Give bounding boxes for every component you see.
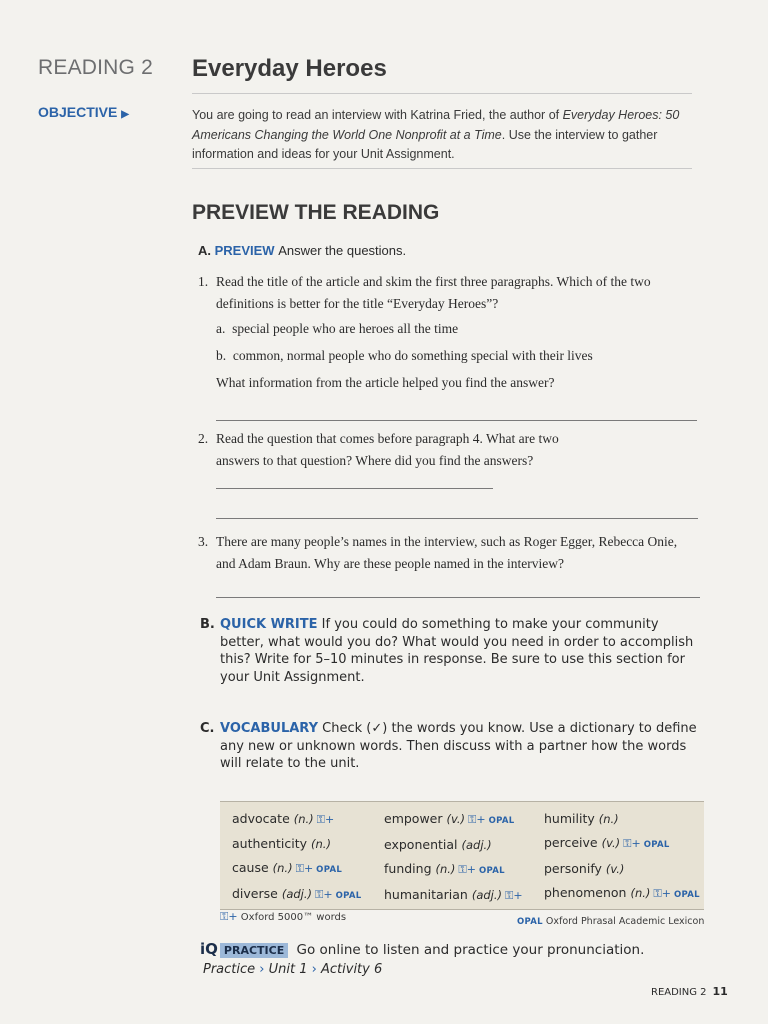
opal-label: OPAL — [643, 840, 670, 850]
vocabulary-word — [232, 807, 361, 832]
practice-badge: PRACTICE — [220, 943, 288, 958]
practice-path[interactable] — [203, 962, 382, 977]
vocabulary-word — [384, 807, 523, 833]
part-c-text: Check (✓) the words you know. Use a dictionary to define any new or unknown words. Then discuss with a partner how the words will relate to the unit. — [220, 721, 697, 771]
part-a-keyword: PREVIEW — [214, 243, 275, 258]
key-icon: ⚿+ — [623, 837, 641, 850]
chevron-right-icon: › — [259, 962, 265, 977]
objective-text — [192, 106, 697, 165]
answer-line-3[interactable] — [216, 597, 700, 598]
key-icon: ⚿+ — [653, 887, 671, 900]
vocabulary-box — [220, 801, 704, 910]
key-icon: ⚿+ — [316, 813, 335, 826]
question-2-number: 2. — [198, 431, 209, 446]
legend-opal-text: Oxford Phrasal Academic Lexicon — [545, 916, 705, 927]
legend-opal — [517, 916, 704, 927]
part-b-quick-write — [200, 616, 705, 686]
vocabulary-word-text: empower — [384, 811, 443, 826]
part-of-speech: (n.) — [598, 812, 619, 826]
objective-label-text: OBJECTIVE — [38, 104, 118, 120]
vocabulary-word-text: authenticity — [232, 836, 308, 851]
path-unit[interactable]: Unit 1 — [268, 962, 308, 977]
vocabulary-column-3 — [544, 807, 700, 907]
part-c-vocabulary — [200, 720, 705, 773]
vocabulary-word — [232, 882, 361, 908]
answer-line-1[interactable] — [216, 420, 697, 421]
title-divider — [192, 93, 692, 94]
part-of-speech: (v.) — [601, 836, 621, 850]
vocabulary-word-text: phenomenon — [544, 885, 627, 900]
legend-oxford-5000 — [220, 910, 346, 924]
question-2-text: Read the question that comes before paragraph 4. What are two answers to that question? Where did you find the answers? — [216, 431, 559, 468]
part-c-keyword: VOCABULARY — [220, 721, 319, 736]
key-icon: ⚿+ — [505, 889, 523, 902]
opal-label: OPAL — [517, 917, 543, 927]
path-activity[interactable]: Activity 6 — [321, 962, 383, 977]
part-a-text: Answer the questions. — [278, 243, 407, 258]
part-of-speech: (v.) — [605, 862, 625, 876]
page-title: Everyday Heroes — [192, 55, 387, 82]
opal-label: OPAL — [335, 891, 362, 901]
vocabulary-word-text: cause — [232, 860, 269, 875]
vocabulary-word-text: humility — [544, 811, 595, 826]
vocabulary-word — [384, 857, 523, 883]
vocabulary-column-1 — [232, 807, 361, 908]
option-b-letter: b. — [216, 348, 227, 363]
iq-logo: iQ — [200, 940, 218, 958]
vocabulary-word — [544, 807, 700, 831]
question-1 — [198, 271, 703, 315]
vocabulary-word — [232, 832, 361, 856]
part-of-speech: (adj.) — [461, 838, 492, 852]
opal-label: OPAL — [316, 865, 343, 875]
option-b-text: common, normal people who do something special with their lives — [232, 348, 593, 363]
answer-line-2a[interactable] — [216, 488, 493, 489]
legend-oxford-5000-text: Oxford 5000™ words — [240, 912, 347, 923]
question-3-text: There are many people’s names in the interview, such as Roger Egger, Rebecca Onie, and Adam Braun. Why are these people named in the interview? — [216, 534, 678, 571]
question-3 — [198, 531, 698, 575]
part-c-letter: C. — [200, 721, 215, 736]
option-a-letter: a. — [216, 321, 226, 336]
part-of-speech: (n.) — [272, 861, 293, 875]
opal-label: OPAL — [488, 816, 515, 826]
part-b-letter: B. — [200, 617, 215, 632]
opal-label: OPAL — [673, 890, 700, 900]
answer-line-2b[interactable] — [216, 518, 698, 519]
part-of-speech: (n.) — [293, 812, 314, 826]
question-1-option-b — [216, 348, 593, 364]
page-footer — [651, 985, 728, 998]
objective-text-part-1: You are going to read an interview with Katrina Fried, the author of — [192, 108, 563, 122]
vocabulary-word-text: funding — [384, 861, 432, 876]
objective-label — [38, 104, 129, 120]
question-1-option-a — [216, 321, 458, 337]
path-practice[interactable]: Practice — [203, 962, 256, 977]
objective-arrow-icon: ▶ — [121, 109, 129, 120]
question-1-follow-up: What information from the article helped you find the answer? — [216, 375, 555, 390]
objective-divider — [192, 168, 692, 169]
objective-book-title: Everyday Heroes: 50 Americans Changing the World One Nonprofit at a Time — [192, 108, 680, 142]
chevron-right-icon: › — [311, 962, 317, 977]
vocabulary-word-text: perceive — [544, 835, 598, 850]
part-of-speech: (n.) — [435, 862, 456, 876]
objective-text-part-2: . Use the interview to gather information and ideas for your Unit Assignment. — [192, 127, 658, 161]
iq-practice-line — [200, 940, 644, 958]
part-of-speech: (v.) — [446, 812, 465, 826]
section-label: READING 2 — [38, 56, 153, 79]
key-icon: ⚿+ — [458, 863, 477, 876]
part-of-speech: (adj.) — [281, 887, 312, 901]
key-icon: ⚿+ — [295, 862, 314, 875]
opal-label: OPAL — [479, 866, 505, 876]
iq-practice-text: Go online to listen and practice your pronunciation. — [296, 942, 645, 958]
question-1-number: 1. — [198, 274, 209, 289]
part-a-letter: A. — [198, 243, 211, 258]
vocabulary-word-text: diverse — [232, 886, 278, 901]
part-b-text: If you could do something to make your community better, what would you do? What would you need in order to accomplish this? Write for 5–10 minutes in response. Be sure to use this section for your Unit Assignment. — [220, 617, 694, 685]
preview-heading: PREVIEW THE READING — [192, 201, 440, 224]
key-icon: ⚿+ — [315, 888, 333, 901]
part-of-speech: (n.) — [630, 886, 651, 900]
part-of-speech: (adj.) — [471, 888, 502, 902]
key-icon: ⚿+ — [220, 910, 238, 923]
vocabulary-word-text: exponential — [384, 837, 458, 852]
question-2 — [198, 428, 598, 472]
part-of-speech: (n.) — [311, 837, 331, 851]
part-b-keyword: QUICK WRITE — [220, 617, 318, 632]
page-number: 11 — [712, 985, 728, 998]
vocabulary-word — [544, 831, 700, 857]
vocabulary-column-2 — [384, 807, 523, 908]
vocabulary-word — [384, 833, 523, 857]
vocabulary-word — [544, 857, 700, 881]
vocabulary-word — [544, 881, 700, 907]
vocabulary-word-text: advocate — [232, 811, 290, 826]
key-icon: ⚿+ — [468, 813, 486, 826]
vocabulary-word-text: humanitarian — [384, 887, 468, 902]
footer-label: READING 2 — [651, 987, 707, 998]
vocabulary-word — [232, 856, 361, 882]
question-1-text: Read the title of the article and skim the first three paragraphs. Which of the two definitions is better for the title “Everyday Heroes”? — [216, 274, 651, 311]
vocabulary-word — [384, 883, 523, 908]
part-a-instruction — [198, 243, 406, 258]
question-3-number: 3. — [198, 534, 209, 549]
vocabulary-word-text: personify — [544, 861, 602, 876]
option-a-text: special people who are heroes all the time — [232, 321, 459, 336]
